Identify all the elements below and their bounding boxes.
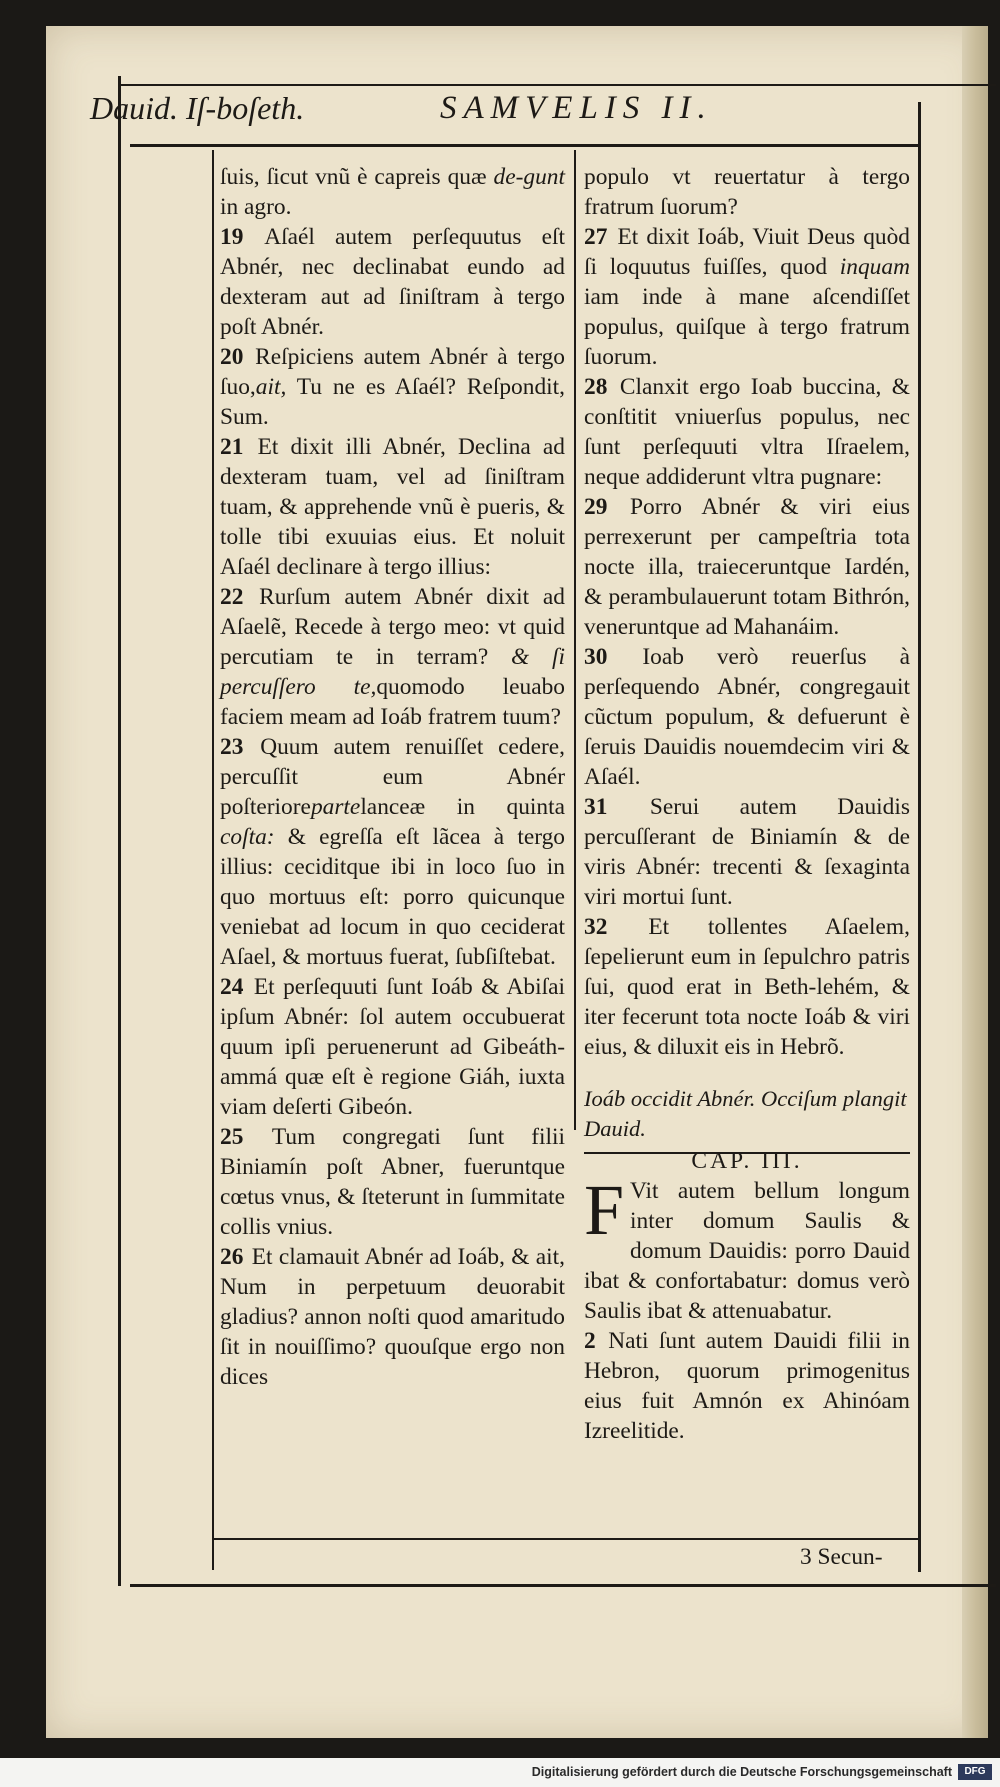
page-header (90, 86, 920, 136)
verse-number: 28 (584, 374, 608, 400)
funding-credit: Digitalisierung gefördert durch die Deutsche Forschungsgemeinschaft (531, 1765, 952, 1779)
chapter-3-verse-2: 2 Nati ſunt autem Dauidi filii in Hebron, quorum primogenitus eius fuit Amnón ex Ahinóam Izreelitide. (584, 1328, 910, 1444)
verse-32: 32 Et tollentes Aſaelem, ſepelierunt eum in ſepulchro patris ſui, quod erat in Beth-lehém, & iter fecerunt tota nocte Ioáb & viri eius, & diluxit eis in Hebrõ. (584, 914, 910, 1060)
book-title: SAMVELIS II. (440, 90, 713, 126)
verse-22: 22 Rurſum autem Abnér dixit ad Aſaelẽ, Recede à tergo meo: vt quid percutiam te in terram? & ſi percuſſero te,quomodo leuabo faciem meam ad Ioáb fratrem tuum? (220, 584, 565, 730)
running-head: Dauid. Iſ-boſeth. (90, 90, 305, 126)
verse-number: 21 (220, 434, 244, 460)
dfg-logo-icon: DFG (958, 1764, 992, 1780)
digitization-credit-bar (0, 1758, 1000, 1787)
verse-number: 24 (220, 974, 244, 1000)
header-rule (130, 144, 920, 147)
chapter-3-verse-1: F Vit autem bellum longum inter domum Saulis & domum Dauidis: porro Dauid ibat & confortabatur: domus verò Saulis ibat & attenuabatur. (584, 1170, 910, 1324)
verse-number: 29 (584, 494, 608, 520)
verse-21: 21 Et dixit illi Abnér, Declina ad dexteram tuam, vel ad ſiniſtram tuam, & apprehende vnũ è pueris, & tolle tibi exuuias eius. Et noluit Aſaél declinare à tergo illius: (220, 434, 565, 580)
verse-26: 26 Et clamauit Abnér ad Ioáb, & ait, Num in perpetuum deuorabit gladius? annon noſti quod amaritudo ſit in nouiſſimo? quouſque ergo non dices (220, 1244, 565, 1390)
chapter-heading: CAP. III. (691, 1148, 803, 1174)
verse-25: 25 Tum congregati ſunt filii Biniamín poſt Abner, fueruntque cœtus vnus, & ſteterunt in ſummitate collis vnius. (220, 1124, 565, 1240)
right-column (584, 162, 910, 1446)
drop-cap: F (584, 1170, 625, 1250)
verse-23: 23 Quum autem renuiſſet cedere, percuſſit eum Abnér poſteriorepartelanceæ in quinta coſta: & egreſſa eſt lãcea à tergo illius: ceciditque ibi in loco ſuo in quo mortuus eſt: porro quicunque veniebat ad locum in quo ceciderat Aſael, & mortuus fuerat, ſubſiſtebat. (220, 734, 565, 970)
verse-28: 28 Clanxit ergo Ioab buccina, & conſtitit vniuerſus populus, nec ſunt perſequuti vltra Iſraelem, neque addiderunt vltra pugnare: (584, 374, 910, 490)
verse-number: 25 (220, 1124, 244, 1150)
verse-number: 20 (220, 344, 244, 370)
verse-20: 20 Reſpiciens autem Abnér à tergo ſuo,ait, Tu ne es Aſaél? Reſpondit, Sum. (220, 344, 565, 430)
verse-number: 19 (220, 224, 244, 250)
left-column (220, 162, 565, 1392)
left-margin-rule (118, 76, 121, 1586)
verse-27: 27 Et dixit Ioáb, Viuit Deus quòd ſi loquutus fuiſſes, quod inquam iam inde à mane aſcendiſſet populus, quiſque à tergo fratrum ſuorum. (584, 224, 910, 370)
verse-number: 22 (220, 584, 244, 610)
bottom-text-rule (212, 1538, 920, 1540)
verse-number: 23 (220, 734, 244, 760)
catchword: 3 Secun- (800, 1544, 883, 1570)
verse-18-continued: ſuis, ſicut vnũ è capreis quæ de-gunt in agro. (220, 164, 565, 220)
verse-19: 19 Aſaél autem perſequutus eſt Abnér, nec declinabat eundo ad dexteram aut ad ſiniſtram à tergo poſt Abnér. (220, 224, 565, 340)
verse-29: 29 Porro Abnér & viri eius perrexerunt per campeſtria tota nocte illa, traieceruntque Iardén, & perambulauerunt totam Bithrón, veneruntque ad Mahanáim. (584, 494, 910, 640)
verse-number: 31 (584, 794, 608, 820)
verse-number: 30 (584, 644, 608, 670)
bottom-rule (130, 1584, 996, 1587)
verse-number: 32 (584, 914, 608, 940)
verse-31: 31 Serui autem Dauidis percuſſerant de Biniamín & de viris Abnér: trecenti & ſexaginta viri mortui ſunt. (584, 794, 910, 910)
verse-30: 30 Ioab verò reuerſus à perſequendo Abnér, congregauit cũctum populum, & defuerunt è ſeruis Dauidis nouemdecim viri & Aſaél. (584, 644, 910, 790)
column-divider-rule (574, 150, 576, 1130)
chapter-summary: Ioáb occidit Abnér. Occiſum plangit Dauid. (584, 1086, 907, 1141)
column-right-rule (918, 102, 921, 1572)
verse-24: 24 Et perſequuti ſunt Ioáb & Abiſai ipſum Abnér: ſol autem occubuerat quum ipſi peruenerunt ad Gibeáth-ammá quæ eſt è regione Giáh, iuxta viam deſerti Gibeón. (220, 974, 565, 1120)
column-left-rule (212, 150, 214, 1570)
verse-number: 2 (584, 1328, 596, 1354)
page-edge (962, 26, 988, 1738)
verse-number: 26 (220, 1244, 244, 1270)
verse-number: 27 (584, 224, 608, 250)
verse-26-continued: populo vt reuertatur à tergo fratrum ſuorum? (584, 164, 910, 220)
